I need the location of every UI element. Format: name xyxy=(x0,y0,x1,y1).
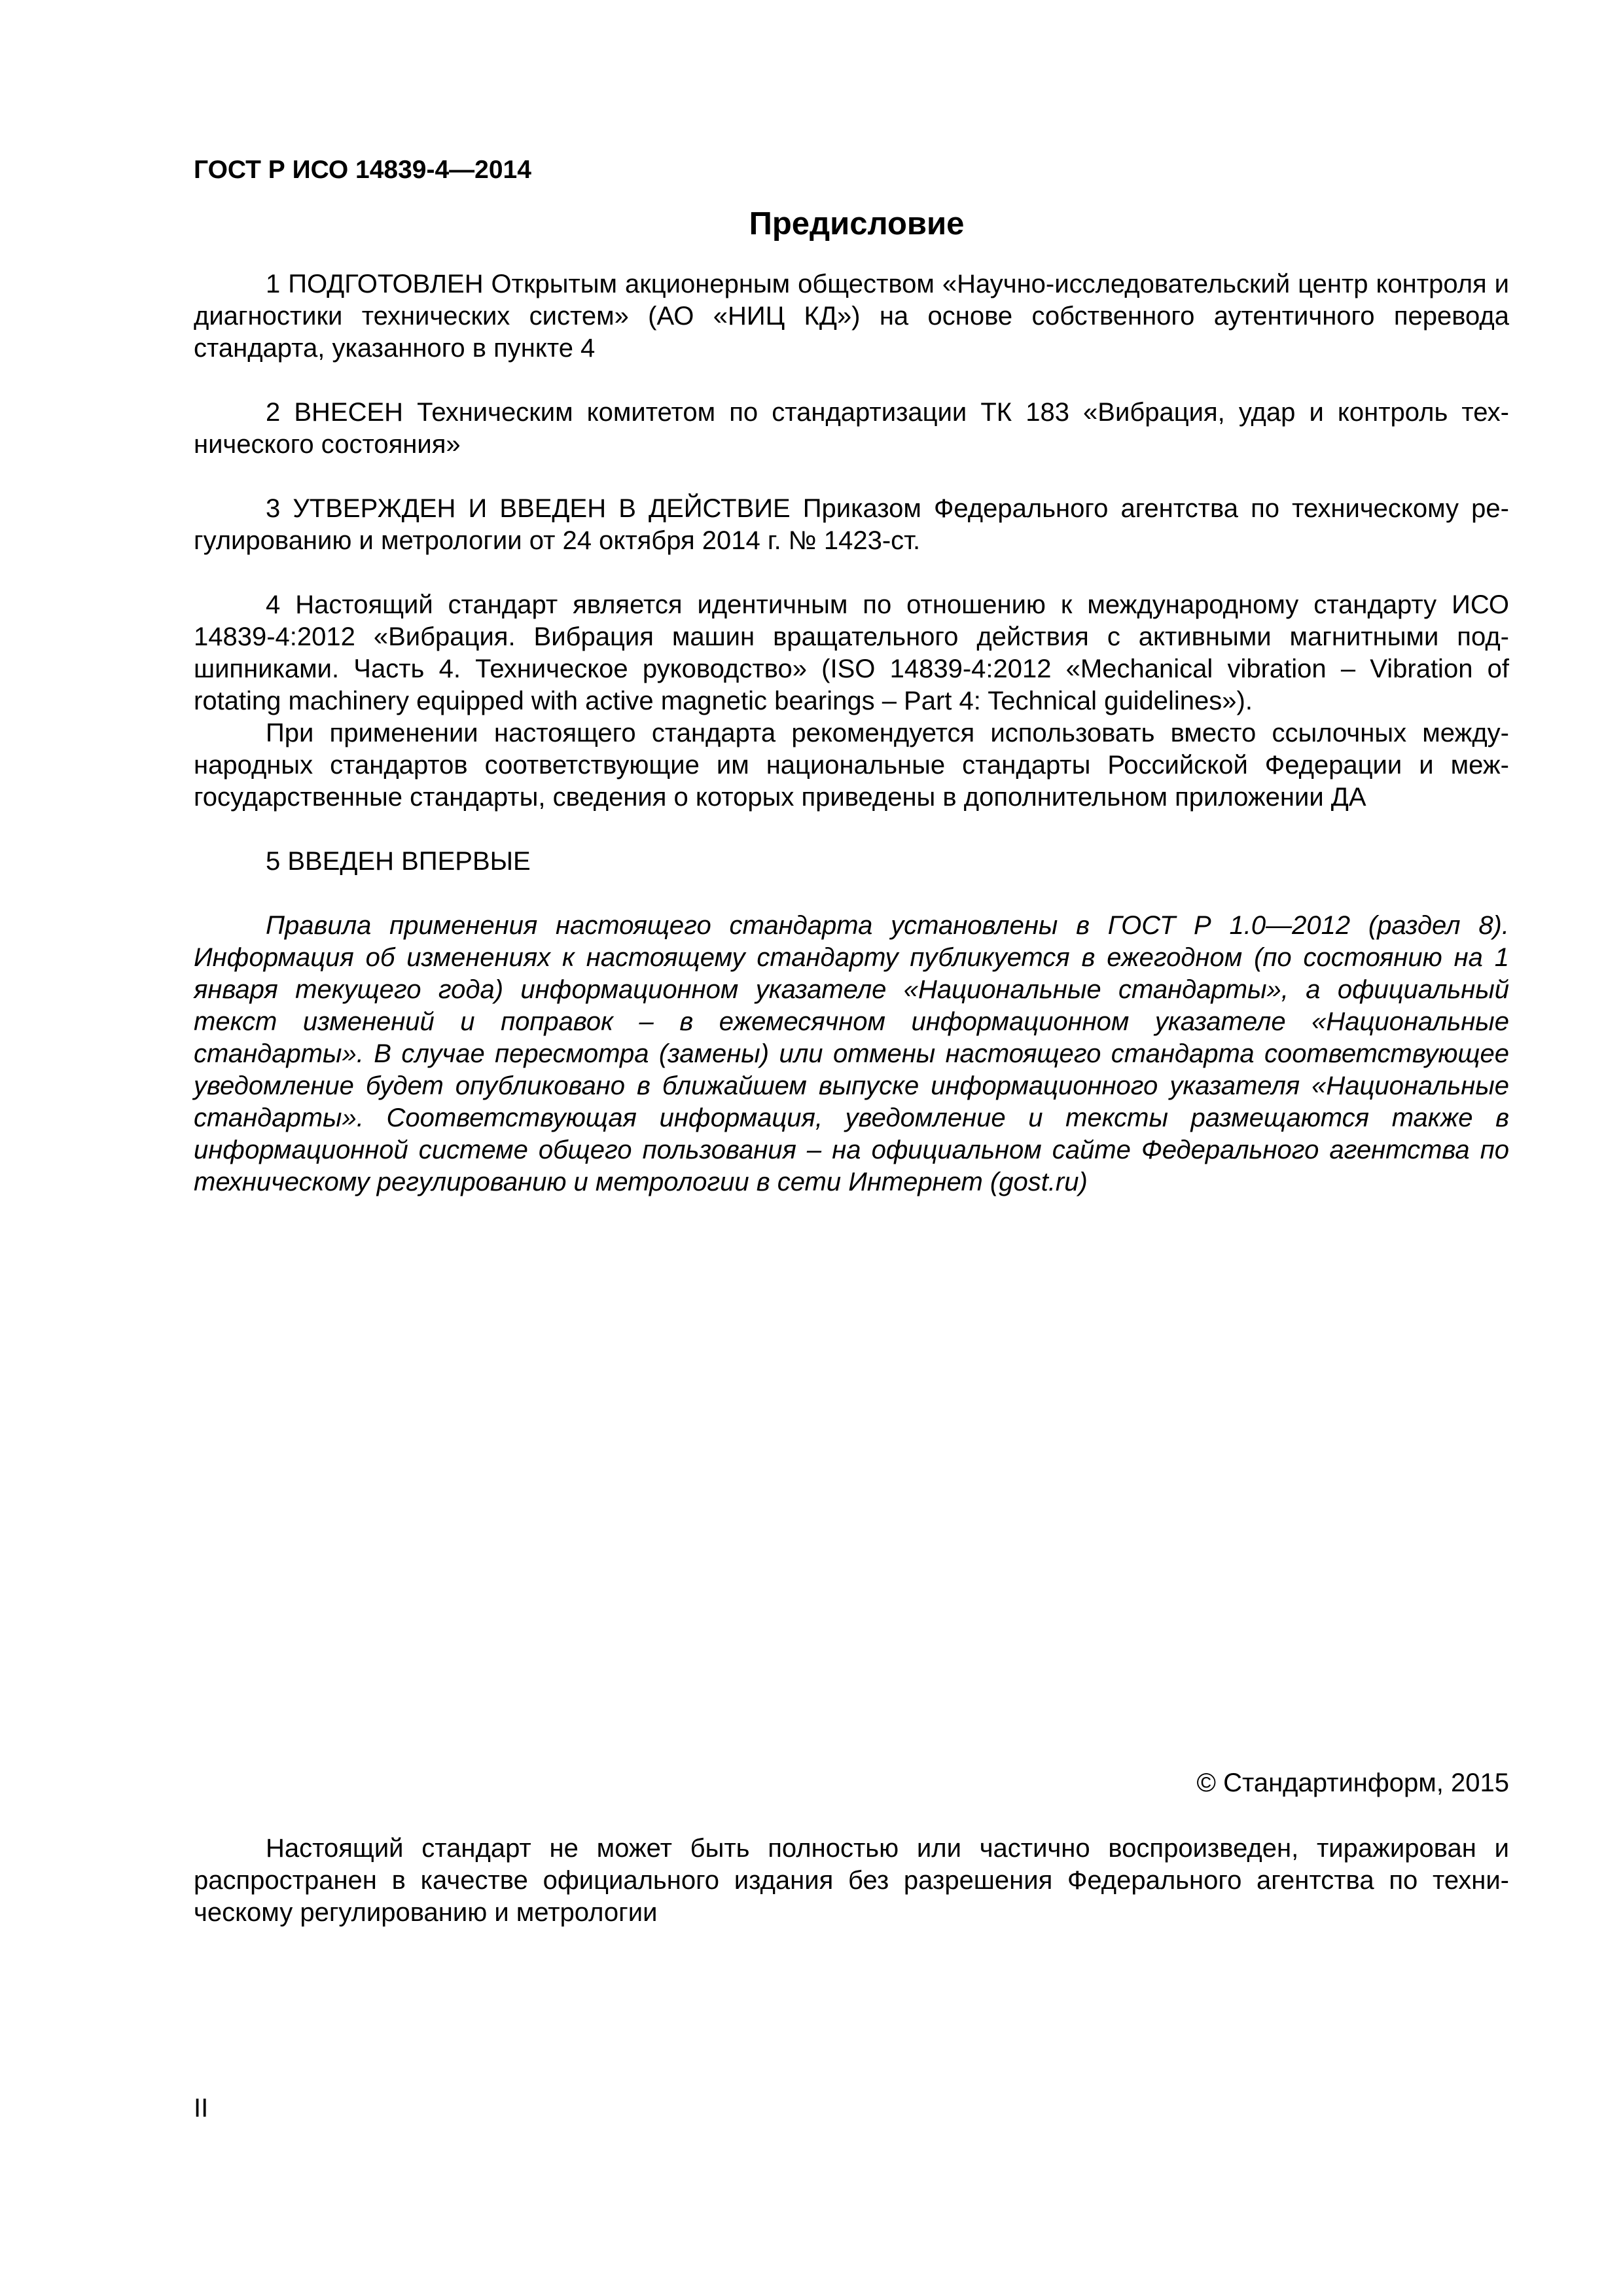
paragraph-identical-standard: 4 Настоящий стандарт является идентичным по отношению к международному стандарту ИСО 14839-4:2012 «Вибрация. Вибрация машин вращательного действия с активными магнитными подшипниками. Часть 4. Техническое руководство» (ISO 14839-4:2012 «Mechanical vibration – Vibration of rotating machinery equipped with active magnetic bearings – Part 4: Technical guidelines»). xyxy=(194,590,1509,715)
document-code: ГОСТ Р ИСО 14839-4—2014 xyxy=(194,156,531,184)
paragraph-reference-standards: При применении настоящего стандарта рекомендуется использовать вместо ссылочных международных стандартов соответствующие им национальные стандарты Российской Федерации и межгосударственные стандарты, сведения о которых приведены в дополнительном приложении ДА xyxy=(194,719,1509,812)
page-number: II xyxy=(194,2094,209,2123)
copyright-notice: © Стандартинформ, 2015 xyxy=(1196,1768,1509,1797)
page-title: Предисловие xyxy=(749,206,965,242)
paragraph-application-rules: Правила применения настоящего стандарта установлены в ГОСТ Р 1.0—2012 (раздел 8). Информация об изменениях к настоящему стандарту публикуется в ежегодном (по состоянию на 1 января текущего года) информационном указателе «Национальные стандарты», а официальный текст изменений и поправок – в ежемесячном информационном указателе «Национальные стандарты». В случае пересмотра (замены) или отмены настоящего стандарта соответствующее уведомление будет опубликовано в ближайшем выпуске информационного указателя «Национальные стандарты». Соответствующая информация, уведомление и тексты размещаются также в информационной системе общего пользования – на официальном сайте Федерального агентства по техническому регулированию и метрологии в сети Интернет (gost.ru) xyxy=(194,911,1509,1196)
paragraph-approved: 3 УТВЕРЖДЕН И ВВЕДЕН В ДЕЙСТВИЕ Приказом Федерального агентства по техническому регулированию и метрологии от 24 октября 2014 г. № 1423-ст. xyxy=(194,494,1509,555)
foreword-body xyxy=(194,268,1509,1198)
paragraph-first-introduced: 5 ВВЕДЕН ВПЕРВЫЕ xyxy=(266,847,531,876)
paragraph-prepared-by: 1 ПОДГОТОВЛЕН Открытым акционерным обществом «Научно-исследовательский центр контроля и диагностики технических систем» (АО «НИЦ КД») на основе собственного аутентичного перевода стандарта, указанного в пункте 4 xyxy=(194,270,1509,363)
reprint-notice: Настоящий стандарт не может быть полностью или частично воспроизведен, тиражирован и распространен в качестве официального издания без разрешения Федерального агентства по техническому регулированию и метрологии xyxy=(194,1834,1509,1927)
paragraph-submitted-by: 2 ВНЕСЕН Техническим комитетом по стандартизации ТК 183 «Вибрация, удар и контроль технического состояния» xyxy=(194,398,1509,459)
